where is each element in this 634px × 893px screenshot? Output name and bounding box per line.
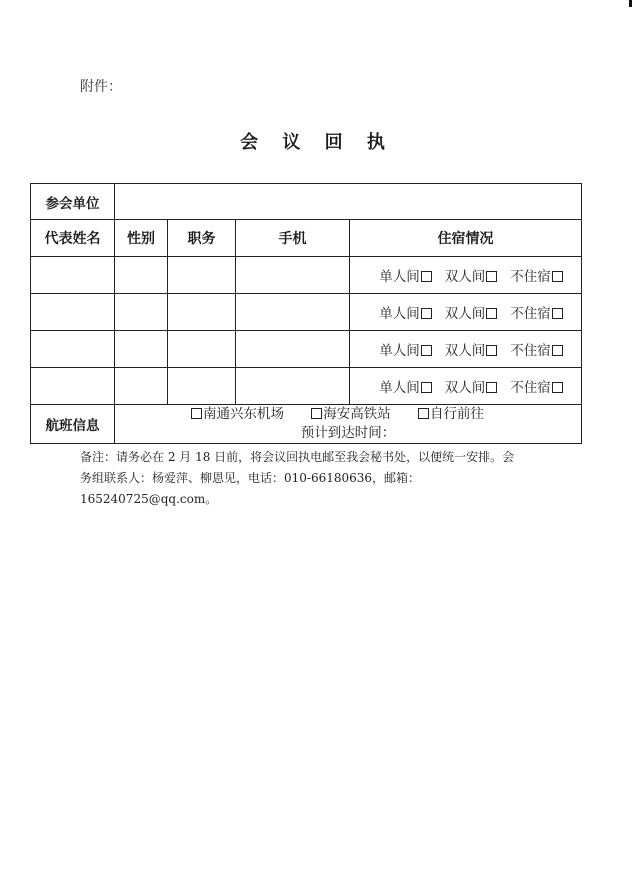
- flight-option-train[interactable]: [310, 406, 391, 422]
- lodging-option-label: 双人间: [444, 269, 486, 285]
- checkbox-icon[interactable]: [191, 408, 202, 419]
- checkbox-icon[interactable]: [421, 345, 432, 356]
- checkbox-icon[interactable]: [552, 308, 563, 319]
- header-phone: 手机: [236, 220, 350, 257]
- lodging-cell: [350, 257, 582, 294]
- rep-phone-cell[interactable]: [236, 294, 350, 331]
- note-line-1: 备注：请务必在 2 月 18 日前，将会议回执电邮至我会秘书处，以便统一安排。会: [80, 450, 515, 464]
- rep-position-cell[interactable]: [168, 257, 236, 294]
- rep-gender-cell[interactable]: [115, 257, 168, 294]
- lodging-option[interactable]: [510, 306, 564, 322]
- lodging-option[interactable]: [445, 380, 499, 396]
- lodging-cell: [350, 368, 582, 405]
- rep-gender-cell[interactable]: [115, 331, 168, 368]
- checkbox-icon[interactable]: [418, 408, 429, 419]
- lodging-option-label: 双人间: [444, 343, 486, 359]
- rep-name-cell[interactable]: [31, 257, 115, 294]
- lodging-option-label: 双人间: [444, 380, 486, 396]
- rep-row: [31, 294, 582, 331]
- checkbox-icon[interactable]: [486, 308, 497, 319]
- unit-row: [31, 184, 582, 220]
- lodging-option-label: 单人间: [379, 306, 420, 322]
- checkbox-icon[interactable]: [552, 271, 563, 282]
- lodging-option[interactable]: [379, 343, 433, 359]
- rep-row: [31, 368, 582, 405]
- rep-name-cell[interactable]: [31, 368, 115, 405]
- lodging-option-label: 单人间: [379, 343, 420, 359]
- note-text: [80, 447, 550, 510]
- lodging-option[interactable]: [379, 380, 433, 396]
- checkbox-icon[interactable]: [486, 271, 497, 282]
- lodging-option-label: 单人间: [379, 380, 420, 396]
- note-line-2: 务组联系人：杨爱萍、柳恩见，电话：010-66180636，邮箱：165240725@qq.com。: [80, 471, 421, 506]
- flight-option-label: 南通兴东机场: [202, 406, 284, 422]
- arrival-time-label: 预计到达时间：: [300, 425, 396, 441]
- rep-phone-cell[interactable]: [236, 257, 350, 294]
- flight-option-label: 自行前往: [430, 406, 485, 422]
- lodging-option[interactable]: [379, 269, 433, 285]
- checkbox-icon[interactable]: [552, 345, 563, 356]
- lodging-option[interactable]: [379, 306, 433, 322]
- checkbox-icon[interactable]: [486, 382, 497, 393]
- lodging-option-label: 不住宿: [510, 343, 551, 359]
- header-gender: 性别: [115, 220, 168, 257]
- flight-option-label: 海安高铁站: [323, 406, 391, 422]
- rep-row: [31, 257, 582, 294]
- lodging-option-label: 单人间: [379, 269, 420, 285]
- header-name: 代表姓名: [31, 220, 115, 257]
- rep-position-cell[interactable]: [168, 294, 236, 331]
- flight-row: [31, 405, 582, 444]
- checkbox-icon[interactable]: [552, 382, 563, 393]
- lodging-option[interactable]: [445, 343, 499, 359]
- flight-option-self[interactable]: [417, 406, 484, 422]
- lodging-option[interactable]: [445, 269, 499, 285]
- attachment-label: 附件：: [80, 79, 122, 95]
- rep-row: [31, 331, 582, 368]
- lodging-option-label: 不住宿: [510, 380, 551, 396]
- checkbox-icon[interactable]: [421, 382, 432, 393]
- rep-position-cell[interactable]: [168, 368, 236, 405]
- lodging-option[interactable]: [445, 306, 499, 322]
- lodging-cell: [350, 331, 582, 368]
- page-title: 会 议 回 执: [240, 132, 394, 153]
- flight-option-airport[interactable]: [190, 406, 284, 422]
- unit-input-cell[interactable]: [115, 184, 582, 220]
- lodging-option-label: 不住宿: [510, 269, 551, 285]
- checkbox-icon[interactable]: [486, 345, 497, 356]
- unit-label: 参会单位: [31, 184, 115, 220]
- lodging-option-label: 双人间: [444, 306, 486, 322]
- checkbox-icon[interactable]: [421, 271, 432, 282]
- rep-phone-cell[interactable]: [236, 331, 350, 368]
- lodging-option[interactable]: [510, 343, 564, 359]
- lodging-option[interactable]: [510, 269, 564, 285]
- rep-gender-cell[interactable]: [115, 294, 168, 331]
- rep-name-cell[interactable]: [31, 331, 115, 368]
- rep-rows: [31, 257, 582, 405]
- header-lodging: 住宿情况: [350, 220, 582, 257]
- flight-label: 航班信息: [31, 405, 115, 444]
- corner-mark: [629, 0, 632, 7]
- flight-cell: [115, 405, 582, 444]
- receipt-form-table: [30, 183, 582, 444]
- rep-phone-cell[interactable]: [236, 368, 350, 405]
- lodging-option[interactable]: [510, 380, 564, 396]
- rep-gender-cell[interactable]: [115, 368, 168, 405]
- lodging-option-label: 不住宿: [510, 306, 551, 322]
- rep-position-cell[interactable]: [168, 331, 236, 368]
- checkbox-icon[interactable]: [311, 408, 322, 419]
- lodging-cell: [350, 294, 582, 331]
- header-row: [31, 220, 582, 257]
- checkbox-icon[interactable]: [421, 308, 432, 319]
- header-position: 职务: [168, 220, 236, 257]
- rep-name-cell[interactable]: [31, 294, 115, 331]
